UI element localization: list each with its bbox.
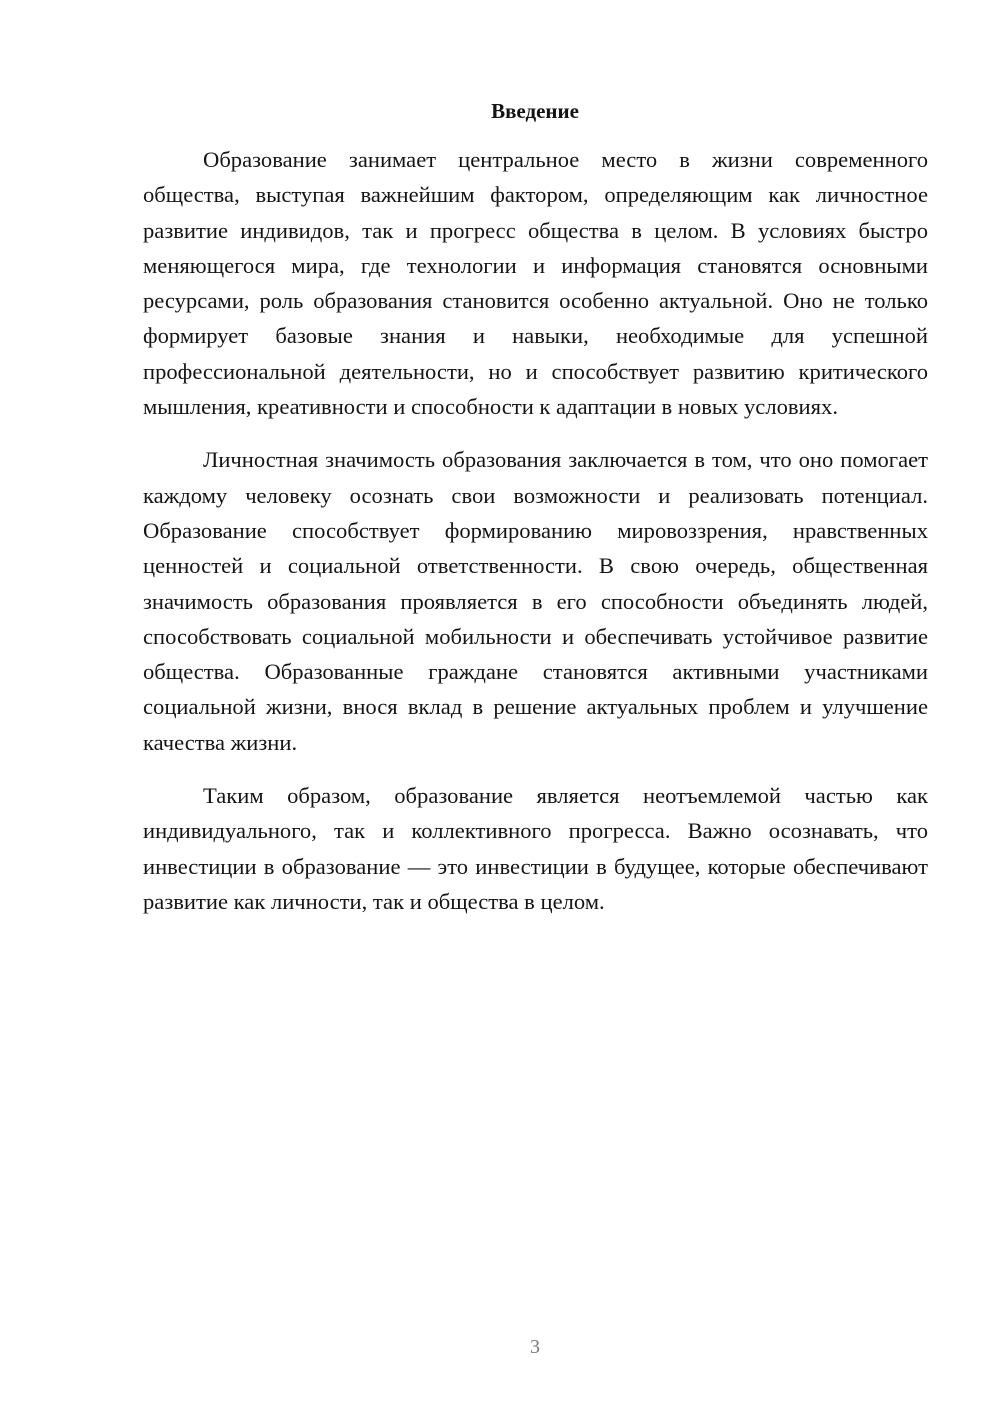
paragraph-2: Личностная значимость образования заключается в том, что оно помогает каждому человеку осознать свои возможности и реализовать потенциал. Образование способствует формированию мировоззрения, нравственных ценностей и социальной ответственности. В свою очередь, общественная значимость образования проявляется в его способности объединять людей, способствовать социальной мобильности и обеспечивать устойчивое развитие общества. Образованные граждане становятся активными участниками социальной жизни, внося вклад в решение актуальных проблем и улучшение качества жизни.	[143, 447, 928, 755]
page-number: 3	[530, 1336, 540, 1358]
body-text	[143, 142, 928, 937]
paragraph-3: Таким образом, образование является неотъемлемой частью как индивидуального, так и коллективного прогресса. Важно осознавать, что инвестиции в образование — это инвестиции в будущее, которые обеспечивают развитие как личности, так и общества в целом.	[143, 783, 928, 914]
paragraph-1: Образование занимает центральное место в жизни современного общества, выступая важнейшим фактором, определяющим как личностное развитие индивидов, так и прогресс общества в целом. В условиях быстро меняющегося мира, где технологии и информация становятся основными ресурсами, роль образования становится особенно актуальной. Оно не только формирует базовые знания и навыки, необходимые для успешной профессиональной деятельности, но и способствует развитию критического мышления, креативности и способности к адаптации в новых условиях.	[143, 147, 928, 420]
page-title: Введение	[491, 99, 579, 123]
